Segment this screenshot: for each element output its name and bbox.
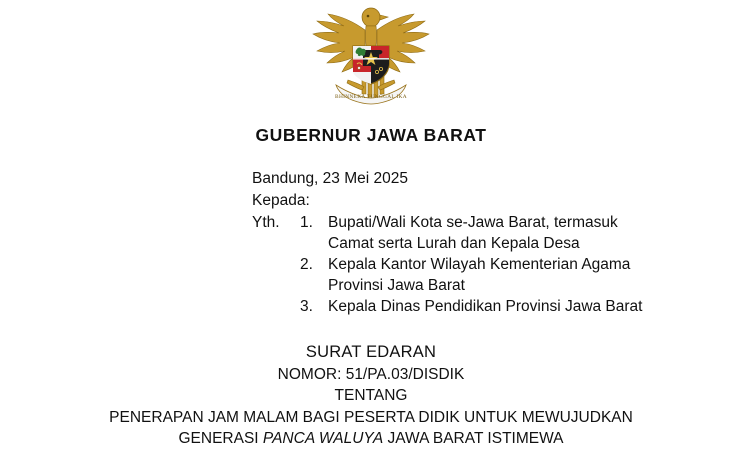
- place-and-date: Bandung, 23 Mei 2025: [252, 170, 408, 187]
- address-block: [252, 168, 722, 317]
- subject-part-2: JAWA BARAT ISTIMEWA: [383, 430, 564, 447]
- recipient-list: [252, 212, 722, 317]
- circular-subject-line-1: PENERAPAN JAM MALAM BAGI PESERTA DIDIK UNTUK MEWUJUDKAN: [109, 408, 633, 426]
- list-item-line: Provinsi Jawa Barat: [328, 277, 465, 294]
- circular-subject-line-2: [0, 428, 742, 450]
- garuda-pancasila-emblem: [308, 2, 434, 106]
- list-item-number: 1.: [300, 214, 313, 231]
- list-item: [300, 296, 722, 317]
- yth-label: Yth.: [252, 214, 280, 231]
- list-item-number: 2.: [300, 256, 313, 273]
- list-item-line: Camat serta Lurah dan Kepala Desa: [328, 235, 580, 252]
- list-item-line: Kepala Dinas Pendidikan Provinsi Jawa Barat: [328, 298, 643, 315]
- subject-part-1: GENERASI: [178, 430, 263, 447]
- circular-number: NOMOR: 51/PA.03/DISDIK: [277, 365, 465, 383]
- circular-heading: SURAT EDARAN: [305, 343, 437, 361]
- list-item: [300, 212, 722, 254]
- circular-heading-block: [0, 342, 742, 450]
- list-item-line: Bupati/Wali Kota se-Jawa Barat, termasuk: [328, 214, 618, 231]
- list-item: [300, 254, 722, 296]
- circular-about-label: TENTANG: [334, 387, 408, 404]
- list-item-number: 3.: [300, 298, 313, 315]
- emblem-container: [0, 2, 742, 106]
- svg-text:BHINNEKA TUNGGAL IKA: BHINNEKA TUNGGAL IKA: [335, 94, 407, 100]
- kepada-label: Kepada:: [252, 192, 310, 209]
- page-title: GUBERNUR JAWA BARAT: [255, 125, 487, 145]
- list-item-line: Kepala Kantor Wilayah Kementerian Agama: [328, 256, 631, 273]
- subject-italic-term: PANCA WALUYA: [262, 430, 384, 447]
